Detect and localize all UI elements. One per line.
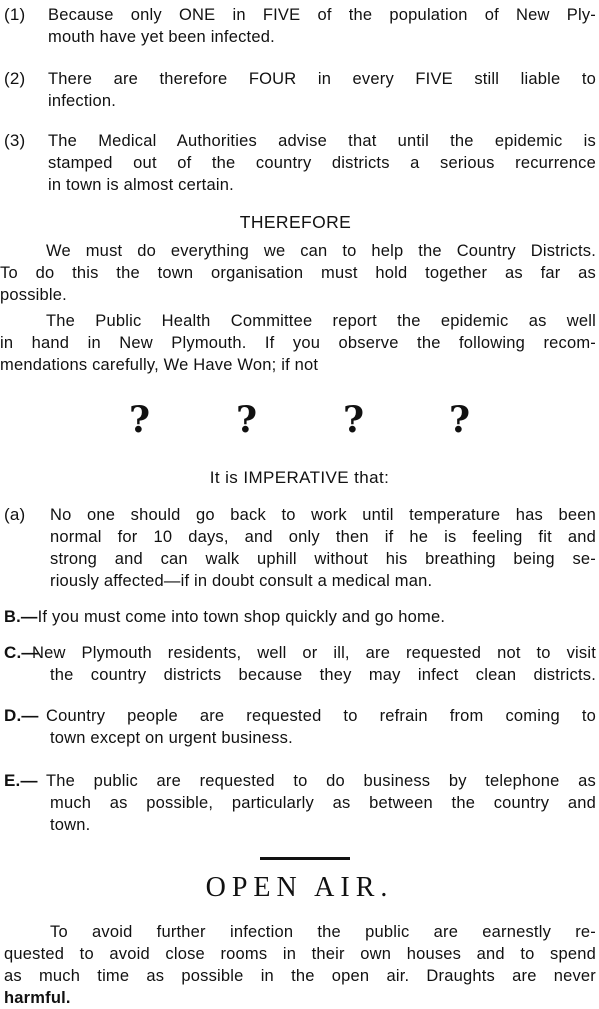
point-1-number: (1) bbox=[4, 5, 26, 24]
point-1-line-1: Because only ONE in FIVE of the population of New Ply- bbox=[48, 6, 596, 24]
rule-b-line-1 bbox=[4, 606, 596, 628]
rule-e-line-1: The public are requested to do business by telephone as bbox=[46, 772, 596, 790]
rule-b bbox=[4, 606, 596, 628]
point-3-line-1: The Medical Authorities advise that until the epidemic is bbox=[48, 132, 596, 150]
rule-a bbox=[4, 504, 596, 592]
point-3 bbox=[4, 130, 596, 196]
question-mark-3: ? bbox=[343, 399, 365, 441]
rule-a-line-1: No one should go back to work until temperature has been bbox=[50, 506, 596, 524]
rule-c-label: C.— bbox=[4, 643, 39, 662]
rule-d-label: D.— bbox=[4, 706, 39, 725]
rule-a-label: (a) bbox=[4, 505, 26, 524]
question-mark-2: ? bbox=[236, 399, 258, 441]
point-2-line-2: infection. bbox=[48, 92, 117, 110]
point-3-line-2: stamped out of the country districts a serious recurrence bbox=[48, 154, 596, 172]
point-2-line-1: There are therefore FOUR in every FIVE still liable to bbox=[48, 70, 596, 88]
point-1 bbox=[4, 4, 596, 48]
open-air-heading: OPEN AIR. bbox=[205, 872, 394, 903]
point-1-line-2: mouth have yet been infected. bbox=[48, 28, 275, 46]
rule-b-label: B.— bbox=[4, 608, 38, 626]
rule-e-line-2: much as possible, particularly as between the country and bbox=[50, 794, 596, 812]
rule-b-text: If you must come into town shop quickly and go home. bbox=[37, 608, 446, 626]
open-air-line-1: To avoid further infection the public are earnestly re- bbox=[50, 923, 596, 941]
rule-c-line-2: the country districts because they may infect clean districts. bbox=[50, 666, 596, 684]
rule-e bbox=[4, 770, 596, 836]
rule-c bbox=[4, 642, 596, 686]
point-2 bbox=[4, 68, 596, 112]
point-3-line-3: in town is almost certain. bbox=[48, 176, 234, 194]
therefore-heading: THEREFORE bbox=[239, 212, 352, 232]
point-2-number: (2) bbox=[4, 69, 26, 88]
rule-d-line-2: town except on urgent business. bbox=[50, 729, 293, 747]
section-divider bbox=[260, 857, 350, 860]
committee-paragraph bbox=[0, 310, 596, 376]
committee-paragraph-line-2: in hand in New Plymouth. If you observe the following recom- bbox=[0, 334, 596, 352]
rule-e-line-3: town. bbox=[50, 816, 91, 834]
committee-paragraph-line-1: The Public Health Committee report the epidemic as well bbox=[46, 312, 596, 330]
rule-c-line-1: New Plymouth residents, well or ill, are requested not to visit bbox=[32, 644, 596, 662]
open-air-line-4: harmful. bbox=[4, 989, 71, 1007]
rule-d-line-1: Country people are requested to refrain from coming to bbox=[46, 707, 596, 725]
point-3-number: (3) bbox=[4, 131, 26, 150]
country-paragraph-line-2: To do this the town organisation must hold together as far as bbox=[0, 264, 596, 282]
open-air-line-2: quested to avoid close rooms in their own houses and to spend bbox=[4, 945, 596, 963]
question-mark-4: ? bbox=[449, 399, 471, 441]
rule-a-line-3: strong and can walk uphill without his breathing being se- bbox=[50, 550, 596, 568]
country-paragraph-line-1: We must do everything we can to help the Country Districts. bbox=[46, 242, 596, 260]
rule-a-line-4: riously affected—if in doubt consult a medical man. bbox=[50, 572, 433, 590]
open-air-paragraph bbox=[4, 921, 596, 1009]
rule-a-line-2: normal for 10 days, and only then if he is feeling fit and bbox=[50, 528, 596, 546]
rule-e-label: E.— bbox=[4, 771, 38, 790]
imperative-heading: It is IMPERATIVE that: bbox=[209, 468, 390, 487]
question-mark-1: ? bbox=[129, 399, 151, 441]
question-mark-row bbox=[0, 398, 599, 448]
country-paragraph bbox=[0, 240, 596, 306]
country-paragraph-line-3: possible. bbox=[0, 286, 67, 304]
rule-d bbox=[4, 705, 596, 749]
committee-paragraph-line-3: mendations carefully, We Have Won; if not bbox=[0, 356, 319, 374]
open-air-line-3: as much time as possible in the open air. Draughts are never bbox=[4, 967, 596, 985]
